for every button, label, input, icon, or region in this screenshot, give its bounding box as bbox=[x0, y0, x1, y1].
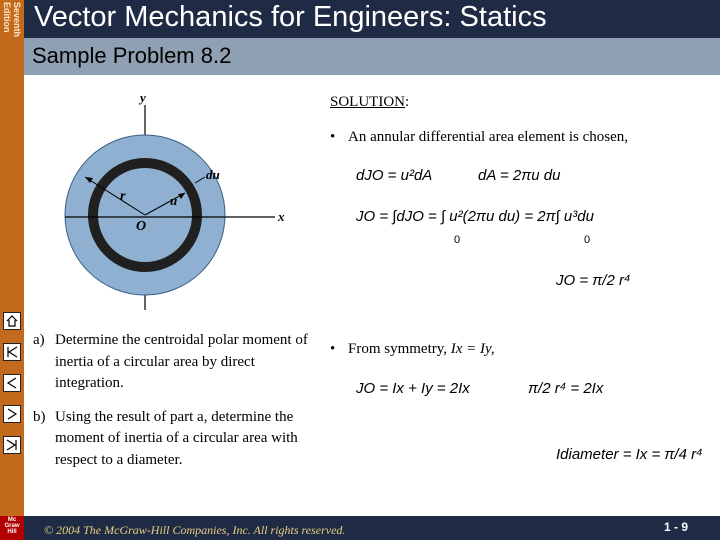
task-a-text: Determine the centroidal polar moment of inertia of a circular area by direct integration. bbox=[55, 332, 308, 391]
task-a bbox=[33, 330, 308, 395]
du-label: du bbox=[206, 167, 220, 182]
annulus-figure bbox=[60, 85, 300, 310]
previous-icon bbox=[4, 375, 20, 391]
home-button[interactable] bbox=[3, 312, 21, 330]
solution-bullet-1: • An annular differential area element is chosen, bbox=[330, 129, 629, 145]
sidebar bbox=[0, 0, 24, 540]
task-b bbox=[33, 407, 308, 472]
equation-dA: dA = 2πu du bbox=[478, 167, 561, 184]
home-icon bbox=[4, 313, 20, 329]
origin-label: O bbox=[136, 219, 147, 234]
page-subtitle: Sample Problem 8.2 bbox=[32, 43, 232, 68]
radius-label: r bbox=[120, 189, 126, 204]
lower-limit-2: 0 bbox=[584, 234, 591, 246]
equation-I-diameter: Idiameter = Ix = π/4 r⁴ bbox=[556, 446, 703, 463]
lower-limit-1: 0 bbox=[454, 234, 461, 246]
last-slide-button[interactable] bbox=[3, 436, 21, 454]
solution-heading-colon: : bbox=[405, 94, 410, 110]
task-a-letter: a) bbox=[33, 332, 45, 348]
equation-JO-sum: JO = Ix + Iy = 2Ix bbox=[356, 380, 470, 397]
symmetry-equation: Ix = Iy, bbox=[450, 341, 495, 357]
solution-bullet-1-text: An annular differential area element is chosen, bbox=[348, 129, 629, 145]
y-axis-label: y bbox=[140, 90, 146, 105]
solution-heading bbox=[330, 94, 409, 111]
task-b-text: Using the result of part a, determine the moment of inertia of a circular area with respect to a diameter. bbox=[55, 408, 298, 468]
first-icon bbox=[4, 344, 20, 360]
page-number: 1 - 9 bbox=[664, 520, 689, 534]
equation-pi-over-2: π/2 r⁴ = 2Ix bbox=[528, 380, 604, 397]
solution-bullet-2: • From symmetry, Ix = Iy, bbox=[330, 341, 495, 357]
task-b-letter: b) bbox=[33, 408, 46, 425]
solution-bullet-2-text: From symmetry, bbox=[348, 341, 448, 357]
next-icon bbox=[4, 406, 20, 422]
solution-heading-text: SOLUTION bbox=[330, 94, 405, 110]
copyright-notice: © 2004 The McGraw-Hill Companies, Inc. All rights reserved. bbox=[44, 523, 346, 537]
edition-label: Seventh Edition bbox=[2, 2, 22, 38]
last-icon bbox=[4, 437, 20, 453]
previous-slide-button[interactable] bbox=[3, 374, 21, 392]
u-label: u bbox=[170, 193, 178, 208]
mcgraw-hill-logo: Mc Graw Hill bbox=[0, 516, 24, 540]
problem-statement bbox=[33, 330, 308, 483]
first-slide-button[interactable] bbox=[3, 343, 21, 361]
equation-JO-integral: JO = ∫dJO = ∫ u²(2πu du) = 2π∫ u³du bbox=[356, 208, 594, 225]
x-axis-label: x bbox=[278, 209, 285, 224]
equation-JO-result: JO = π/2 r⁴ bbox=[556, 272, 631, 289]
equation-dJO: dJO = u²dA bbox=[356, 167, 433, 184]
next-slide-button[interactable] bbox=[3, 405, 21, 423]
page-title: Vector Mechanics for Engineers: Statics bbox=[34, 1, 547, 33]
